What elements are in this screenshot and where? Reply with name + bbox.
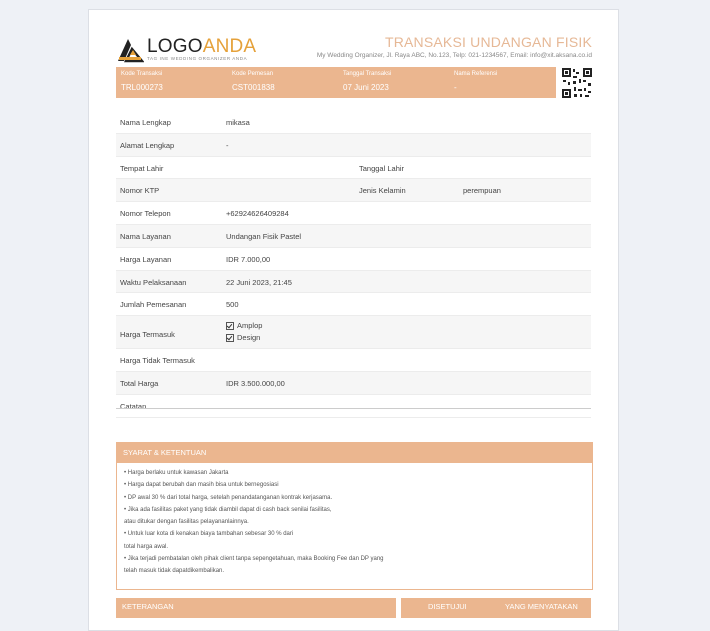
row-event-time: Waktu Pelaksanaan 22 Juni 2023, 21:45: [116, 271, 591, 294]
row-phone: Nomor Telepon +62924626409284: [116, 202, 591, 225]
document-title: TRANSAKSI UNDANGAN FISIK: [384, 34, 592, 50]
approval-header: [401, 598, 591, 618]
terms-line: • Untuk luar kota di kenakan biaya tambahan sebesar 30 % dari: [124, 531, 294, 538]
row-ktp-gender: Nomor KTP Jenis Kelamin perempuan: [116, 179, 591, 202]
terms-section: [116, 442, 593, 590]
checkbox-checked-icon: [226, 322, 234, 330]
summary-transaction-code: Kode Transaksi TRL000273: [121, 71, 163, 92]
details-divider: [116, 408, 591, 409]
notes-header: KETERANGAN: [116, 598, 396, 618]
row-quantity: Jumlah Pemesanan 500: [116, 293, 591, 316]
summary-customer-code: Kode Pemesan CST001838: [232, 71, 275, 92]
terms-line: total harga awal.: [124, 543, 169, 550]
row-included: Harga Termasuk Amplop Design: [116, 316, 591, 349]
approved-label: DISETUJUI: [428, 602, 467, 611]
summary-band: [116, 67, 556, 98]
declarant-label: YANG MENYATAKAN: [505, 602, 578, 611]
summary-transaction-date: Tanggal Transaksi 07 Juni 2023: [343, 71, 392, 92]
terms-line: • Harga berlaku untuk kawasan Jakarta: [124, 470, 229, 476]
row-full-name: Nama Lengkap mikasa: [116, 111, 591, 134]
row-notes: Catatan: [116, 395, 591, 418]
terms-line: atau ditukar dengan fasilitas pelayananlainnya.: [124, 519, 249, 526]
row-birth: Tempat Lahir Tanggal Lahir: [116, 157, 591, 180]
terms-list: [117, 463, 592, 582]
customer-details: [116, 111, 591, 418]
terms-line: telah masuk tidak dapatdikembalikan.: [124, 568, 225, 575]
row-total-price: Total Harga IDR 3.500.000,00: [116, 372, 591, 395]
terms-line: • Jika terjadi pembatalan oleh pihak client tanpa sepengetahuan, maka Booking Fee dan DP yang: [124, 556, 384, 563]
included-item-envelope: Amplop: [226, 321, 262, 330]
terms-line: • Harga dapat berubah dan masih bisa untuk bernegosiasi: [124, 482, 279, 489]
logo-mark-icon: [116, 37, 144, 63]
checkbox-checked-icon: [226, 334, 234, 342]
logo-wordmark: LOGOANDA: [147, 36, 257, 57]
row-service-price: Harga Layanan IDR 7.000,00: [116, 248, 591, 271]
transaction-document: [88, 9, 619, 631]
terms-title: SYARAT & KETENTUAN: [117, 443, 592, 463]
company-address: My Wedding Organizer, Jl. Raya ABC, No.123, Telp: 021-1234567, Email: info@xit.aksana.co.id: [316, 52, 592, 59]
terms-line: • DP awal 30 % dari total harga, setelah penandatanganan kontrak kerjasama.: [124, 494, 333, 501]
row-address: Alamat Lengkap -: [116, 134, 591, 157]
qr-code-icon: [561, 67, 593, 99]
row-excluded: Harga Tidak Termasuk: [116, 349, 591, 372]
row-service-name: Nama Layanan Undangan Fisik Pastel: [116, 225, 591, 248]
logo-tagline: TAG INE WEDDING ORGANIZER ANDA: [147, 56, 248, 61]
summary-reference-name: Nama Referensi -: [454, 71, 498, 92]
included-item-design: Design: [226, 333, 260, 342]
terms-line: • Jika ada fasilitas paket yang tidak diambil dapat di cash back senilai fasilitas,: [124, 506, 332, 513]
